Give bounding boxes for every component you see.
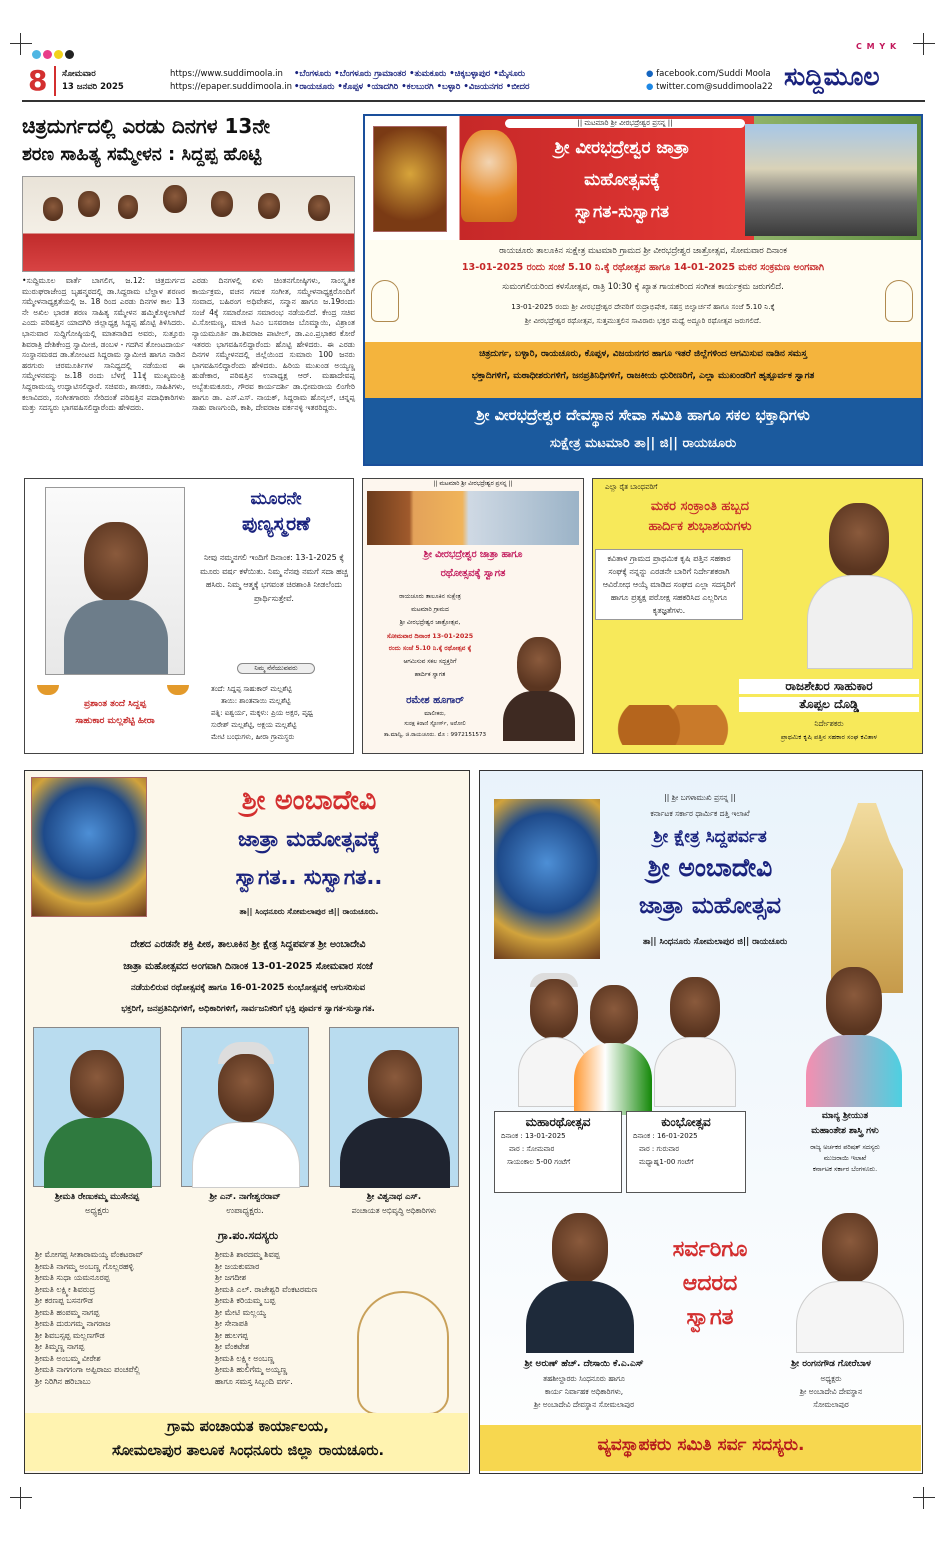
member-name: ಶ್ರೀಮತಿ ನಾಗಮ್ಮ ಅಂಬಣ್ಣ ಗೊಲ್ಲರಹಳ್ಳಿ	[35, 1261, 134, 1271]
official-1-role-1: ತಹಶೀಲ್ದಾರರು ಸಿಂಧನೂರು ಹಾಗೂ	[543, 1374, 625, 1383]
twitter-link[interactable]: ● twitter.com@suddimoola22	[646, 82, 773, 92]
member-name: ಶ್ರೀ ನಿರಿಗಿನ ಹರಿಬಾಬು	[35, 1376, 91, 1386]
person-photo	[33, 1027, 161, 1187]
person-role: ಉಪಾಧ್ಯಕ್ಷರು.	[226, 1206, 264, 1216]
facebook-link[interactable]: ● facebook.com/Suddi Moola	[646, 69, 771, 79]
members-left-list	[35, 1249, 211, 1387]
page-number: 8	[28, 64, 48, 97]
official-2-role-1: ಅಧ್ಯಕ್ಷರು	[820, 1374, 842, 1383]
member-name: ಶ್ರೀ ಮೇಟಿ ಮಲ್ಲಯ್ಯ	[215, 1307, 266, 1317]
ad-ramesh-hoogar	[362, 478, 584, 754]
sankranti-name-2: ತೊಪ್ಪಲ ದೊಡ್ಡಿ	[739, 697, 919, 712]
ad-sankranti	[592, 478, 923, 754]
small-ad-l4: ಸೋಮವಾರ ದಿನಾಂಕ 13-01-2025	[386, 632, 474, 640]
left-body-3: ನಡೆಯಲಿರುವ ರಥೋತ್ಸವಕ್ಕೆ ಹಾಗೂ 16-01-2025 ಕುಂಭೋತ್ಸವಕ್ಕೆ ಆಗುಸರಿಸುವ	[130, 983, 366, 993]
ad-footer-2: ಸುಕ್ಷೇತ್ರ ಮಟಮಾರಿ ತಾ|| ಜಿ|| ರಾಯಚೂರು	[549, 436, 737, 451]
small-ad-role: ಮಾಲೀಕರು,	[424, 711, 446, 717]
page-header	[22, 62, 925, 102]
official-1-role-2: ಕಾರ್ಯ ನಿರ್ವಾಹಕ ಅಧಿಕಾರಿಗಳು,	[544, 1387, 624, 1396]
temple-crowd-photo	[745, 124, 917, 236]
ad-ambadevi-grama-panchayat	[24, 770, 470, 1474]
member-name: ಶ್ರೀಮತಿ ಕರಿಯಮ್ಮ ಬಪ್ಪ	[215, 1296, 276, 1305]
ad-ambadevi-temple	[479, 770, 923, 1474]
sankranti-body: ಕವಿತಾಳ ಗ್ರಾಮದ ಪ್ರಾಥಮಿಕ ಕೃಷಿ ಪತ್ತಿನ ಸಹಕಾರ ಸಂಘಕ್ಕೆ ನನ್ನನ್ನು ಎರಡನೇ ಬಾರಿಗೆ ನಿರ್ದೇಶಕರಾಗಿ ಆವಿರೋಧ ಆಯ್ಕೆ ಮಾಡಿದ ಸಂಘದ ಎಲ್ಲಾ ಸದಸ್ಯರಿಗೆ ಹಾಗೂ ಪ್ರತ್ಯಕ್ಷ ಪರೋಕ್ಷ ಸಹಕರಿಸಿದ ಎಲ್ಲರಿಗೂ ಕೃತಜ್ಞತೆಗಳು.	[595, 549, 743, 620]
member-name: ಶ್ರೀಮತಿ ಶಾರದಮ್ಮ ಶಿವಪ್ಪ	[215, 1250, 280, 1259]
memorial-family-3: ಪತ್ನಿ: ಐಶ್ವರ್ಯ, ಮಕ್ಕಳು: ಪ್ರಿಯ ಅಕ್ಷರ, ಪೃಥ್ವ	[211, 709, 314, 717]
member-name: ಶ್ರೀಮತಿ ಹಂಪಮ್ಮ ನಾಗಪ್ಪ	[35, 1307, 100, 1317]
event-day: ವಾರ : ಸೋಮವಾರ	[509, 1145, 555, 1153]
official-photo	[520, 1203, 640, 1353]
welcome-line-1: ಸರ್ವರಿಗೂ	[672, 1237, 748, 1262]
registration-mark	[10, 1487, 32, 1509]
member-name: ಶ್ರೀ ಜಯಕುಮಾರ	[215, 1261, 260, 1271]
member-name: ಶ್ರೀ ತಿಮ್ಮಣ್ಣ ನಾಗಪ್ಪ	[35, 1342, 85, 1351]
small-ad-photo-strip	[367, 491, 579, 545]
ad-title-1: ಶ್ರೀ ವೀರಭದ್ರೇಶ್ವರ ಜಾತ್ರಾ	[554, 138, 690, 158]
sankranti-top: ಎಲ್ಲಾ ರೈತ ಬಾಂಧವರಿಗೆ	[605, 483, 658, 491]
event-date: ದಿನಾಂಕ : 16-01-2025	[633, 1132, 698, 1140]
memorial-family-1: ತಂದೆ: ಸಿದ್ದಪ್ಪ ಸಾಹುಕಾರ್ ಮಲ್ಲಶೆಟ್ಟಿ	[211, 685, 292, 693]
memorial-family-4: ಸುರೇಶ್ ಮಲ್ಲಶೆಟ್ಟಿ, ಅಕ್ಷಯ ಮಲ್ಲಶೆಟ್ಟಿ	[211, 721, 297, 729]
memorial-title-1: ಮೂರನೇ	[250, 489, 302, 509]
article-headline-line1: ಚಿತ್ರದುರ್ಗದಲ್ಲಿ ಎರಡು ದಿನಗಳ 13ನೇ	[22, 114, 271, 138]
color-dots	[32, 44, 76, 63]
small-ad-top: || ಮಟಮಾರಿ ಶ್ರೀ ವೀರಭದ್ರೇಶ್ವರ ಪ್ರಸನ್ನ ||	[433, 481, 513, 487]
twitter-icon: ●	[646, 82, 657, 92]
namaste-icon	[371, 280, 399, 322]
small-ad-l5: ರಂದು ಸಂಜೆ 5.10 ನಿ.ಕ್ಕೆ ರಥೋತ್ಸವ ಕ್ಕೆ	[388, 645, 472, 652]
left-body-1: ದೇಶದ ಎರಡನೇ ಶಕ್ತಿ ಪೀಠ, ತಾಲೂಕಿನ ಶ್ರೀ ಕ್ಷೇತ್ರ ಸಿದ್ದಪರ್ವತ ಶ್ರೀ ಅಂಬಾದೇವಿ	[130, 939, 366, 950]
guest-name-1: ಮಾನ್ಯ ಶ್ರೀಯುತ	[821, 1111, 869, 1121]
member-name: ಶ್ರೀ ಕರಣಪ್ಪ ಬಸನಗೌಡ	[35, 1296, 93, 1305]
ad-title-2: ಮಹೋತ್ಸವಕ್ಕೆ	[584, 170, 660, 190]
event-date: ದಿನಾಂಕ : 13-01-2025	[501, 1132, 566, 1140]
guest-role-1: ರಾಜ್ಯ ಅರ್ಚಕರ ಪರಿಷತ್ ಸದಸ್ಯರು	[810, 1143, 880, 1151]
cities-row-1: •ಬೆಂಗಳೂರು •ಬೆಂಗಳೂರು ಗ್ರಾಮಾಂತರ •ತುಮಕೂರು •ಚಿಕ್ಕಬಳ್ಳಾಪುರ •ಮೈಸೂರು	[294, 69, 526, 79]
person-photo	[329, 1027, 459, 1187]
ambadevi-idol-photo	[494, 799, 600, 959]
left-place: ತಾ|| ಸಿಂಧನೂರು ಸೋಮಲಾಪುರ ಜಿ|| ರಾಯಚೂರು.	[239, 907, 379, 916]
sankranti-title-1: ಮಕರ ಸಂಕ್ರಾಂತಿ ಹಬ್ಬದ	[650, 499, 750, 514]
ad-line-4: 13-01-2025 ರಂದು ಶ್ರೀ ವೀರಭದ್ರೇಶ್ವರ ದೇವರಿಗೆ ರುದ್ರಾಭಿಷೇಕ, ಸಹಸ್ರ ಬಿಲ್ವಾರ್ಚನೆ ಹಾಗೂ ಸಂಜೆ 5.10 ನಿ.ಕ್ಕೆ	[511, 302, 775, 311]
left-title-3: ಸ್ವಾಗತ.. ಸುಸ್ವಾಗತ..	[235, 865, 383, 889]
right-place: ತಾ|| ಸಿಂಧನೂರು ಸೋಮಲಾಪುರ ಜಿ|| ರಾಯಚೂರು	[642, 937, 788, 947]
event-time: ಸಾಯಂಕಾಲ 5-00 ಗಂಟೆಗೆ	[507, 1158, 571, 1166]
article-headline-line2: ಶರಣ ಸಾಹಿತ್ಯ ಸಮ್ಮೇಳನ : ಸಿದ್ದಪ್ಪ ಹೊಟ್ಟಿ	[22, 144, 262, 165]
ad-line-2: 13-01-2025 ರಂದು ಸಂಜೆ 5.10 ನಿ.ಕ್ಕೆ ರಥೋತ್ಸವ ಹಾಗೂ 14-01-2025 ಮಕರ ಸಂಕ್ರಮಣ ಅಂಗವಾಗಿ	[461, 262, 825, 273]
right-top: || ಶ್ರೀ ಬಗಳಾಮುಖಿ ಪ್ರಸನ್ನ ||	[664, 793, 736, 802]
ad-punyasmarane	[24, 478, 354, 754]
ad-invite-2: ಭಕ್ತಾದಿಗಳಿಗೆ, ಮಠಾಧೀಶರುಗಳಿಗೆ, ಜನಪ್ರತಿನಿಧಿಗಳಿಗೆ, ರಾಜಕೀಯ ಧುರೀಣರಿಗೆ, ಎಲ್ಲಾ ಮುಖಂಡರಿಗೆ ಹೃತ್ಪೂರ್ವಕ ಸ್ವಾಗತ	[471, 371, 815, 381]
member-name: ಹಾಗೂ ಸಮಸ್ತ ಸಿಬ್ಬಂದಿ ವರ್ಗ.	[215, 1376, 293, 1386]
news-article	[22, 112, 355, 468]
person-role: ಅಧ್ಯಕ್ಷರು	[84, 1206, 110, 1216]
small-ad-l2: ಮಟಮಾರಿ ಗ್ರಾಮದ	[411, 606, 449, 613]
left-footer-1: ಗ್ರಾಮ ಪಂಚಾಯತ ಕಾರ್ಯಾಲಯ,	[167, 1419, 329, 1435]
official-1-role-3: ಶ್ರೀ ಅಂಬಾದೇವಿ ದೇವಸ್ಥಾನ ಸೋಮಲಾಪುರ	[533, 1400, 635, 1409]
memorial-tag: ನಿಮ್ಮ ನೆನೆಯುವವರು	[237, 663, 315, 674]
small-ad-l7: ಹಾರ್ದಿಕ ಸ್ವಾಗತ	[414, 671, 446, 678]
members-title: ಗ್ರಾ.ಪಂ.ಸದಸ್ಯರು	[217, 1229, 279, 1242]
member-name: ಶ್ರೀ ಶಿವಬಸ್ಸಪ್ಪ ಮಲ್ಲಣಗೌಡ	[35, 1330, 105, 1340]
left-body-2: ಜಾತ್ರಾ ಮಹೋತ್ಸವದ ಅಂಗವಾಗಿ ದಿನಾಂಕ 13-01-2025 ಸೋಮವಾರ ಸಂಜೆ	[123, 961, 373, 972]
article-column-2: ಎರಡು ದಿನಗಳಲ್ಲಿ ಏಳು ಚಿಂತನಗೋಷ್ಠಿಗಳು, ಸಾಂಸ್ಕೃತಿಕ ಕಾರ್ಯಕ್ರಮ, ವಚನ ಗಮಕ ಸಂಗೀತ, ಸಮ್ಮೇಳನಾಧ್ಯಕ್ಷರೊಂದಿಗೆ ಸಂವಾದ, ಬಹಿರಂಗ ಅಧಿವೇಶನ, ಸನ್ಮಾನ ಹಾಗೂ ಜ.19ರಂದು ಸಂಜೆ 4ಕ್ಕೆ ಸಮಾರೋಪ ಸಮಾರಂಭ ನಡೆಯಲಿದೆ. ಕೇಂದ್ರ ಸಚಿವ ವಿ.ಸೋಮಣ್ಣ, ಮಾಜಿ ಸಿಎಂ ಬಸವರಾಜ ಬೊಮ್ಮಾಯಿ, ವಿಶ್ರಾಂತ ನ್ಯಾಯಮೂರ್ತಿ ಡಾ.ಶಿವರಾಜ ಪಾಟೀಲ್, ಡಾ.ಎಂ.ಪ್ರಭಾಕರ ಕೋರೆ ಇತರರು ಭಾಗವಹಿಸಲಿದ್ದಾರೆಂದು ಹೊಟ್ಟಿ ಹೇಳಿದರು. ಈ ಎರಡು ದಿನಗಳ ಸಮ್ಮೇಳನದಲ್ಲಿ ಜಿಲ್ಲೆಯಿಂದ ಸುಮಾರು 100 ಜನರು ಭಾಗವಹಿಸಲಿದ್ದಾರೆಂದು ಹೇಳಿದರು. ಹಿರಿಯ ಮುಖಂಡ ಅಯ್ಯಣ್ಣ ಹುಡೇಕಾರ, ಪರಿಷತ್ತಿನ ಉಪಾಧ್ಯಕ್ಷ ಆರ್. ಮಹಾದೇವಪ್ಪ ಅಬ್ಬೆತುಮಕೂರು, ಗೌರವ ಕಾರ್ಯದರ್ಶಿ ಡಾ.ಭೀಮರಾಯ ಲಿಂಗೇರಿ ಹಾಗೂ ಡಾ. ಎಸ್.ಎಸ್. ನಾಯಕ್, ಸಿದ್ದರಾಮ ಹೊನ್ಕಲ್, ಚನ್ನಪ್ಪ ಸಾಹು ಠಾಣಗುಂದಿ, ಕಾಶಿ, ದೇವರಾಜ ವರ್ಕನಳ್ಳಿ ಇತರರಿದ್ದರು.	[192, 276, 355, 413]
member-name: ಶ್ರೀಮತಿ ನಾಗಗಂಗಾ ಅಪ್ಪಿರಾಜು ಪಂಚಪೆಲ್ಲಿ	[35, 1365, 140, 1374]
member-name: ಶ್ರೀಮತಿ ಅಂಬಮ್ಮ ವೀರೇಶ	[35, 1353, 101, 1363]
cmyk-label: C M Y K	[856, 42, 898, 51]
small-ad-address: ತಾ.ಮಾನ್ವಿ, ಜಿ.ರಾಯಚೂರು. ಮೊ : 9972151573	[383, 732, 487, 738]
person-name: ಶ್ರೀಮತಿ ರೇಣುಕಮ್ಮ ಮುಸೇನಪ್ಪ	[55, 1192, 139, 1202]
event-title: ಕುಂಭೋತ್ಸವ	[661, 1115, 711, 1129]
registration-mark	[913, 33, 935, 55]
sankranti-name-1: ರಾಜಶೇಖರ ಸಾಹುಕಾರ	[739, 679, 919, 694]
guest-role-3: ಕರ್ನಾಟಕ ಸರ್ಕಾರ ಬೆಂಗಳೂರು.	[812, 1165, 878, 1173]
header-date: 13 ಜನವರಿ 2025	[62, 82, 124, 92]
memorial-title-2: ಪುಣ್ಯಸ್ಮರಣೆ	[241, 513, 311, 535]
member-name: ಶ್ರೀಮತಿ ಸುಧಾ ಯಮನೂರಪ್ಪ	[35, 1273, 110, 1282]
facebook-icon: ●	[646, 69, 657, 79]
person-name: ಶ್ರೀ ಎನ್. ನಾಗೇಶ್ವರರಾವ್	[209, 1192, 281, 1202]
member-name: ಶ್ರೀ ಜಗದೀಶ	[215, 1273, 247, 1282]
memorial-name-1: ಪ್ರಶಾಂತ ತಂದೆ ಸಿದ್ದಪ್ಪ	[83, 699, 147, 709]
sankranti-title-2: ಹಾರ್ದಿಕ ಶುಭಾಶಯಗಳು	[648, 519, 752, 534]
lamp-icon	[167, 685, 189, 695]
memorial-family-5: ಮೇಟಿ ಬಂಧುಗಳು, ಹೀರಾ ಗ್ರಾಮಸ್ಥರು	[211, 733, 295, 741]
ad-invite-1: ಚಿತ್ರದುರ್ಗ, ಬಳ್ಳಾರಿ, ರಾಯಚೂರು, ಕೊಪ್ಪಳ, ವಿಜಯನಗರ ಹಾಗೂ ಇತರೆ ಜಿಲ್ಲೆಗಳಿಂದ ಆಗಮಿಸುವ ನಾಡಿನ ಸಮಸ್ತ	[479, 349, 807, 359]
official-2-role-3: ಸೋಮಲಾಪುರ	[813, 1400, 849, 1409]
welcome-line-3: ಸ್ವಾಗತ	[686, 1305, 734, 1330]
dignitary-photo	[650, 967, 740, 1107]
right-title-2: ಶ್ರೀ ಅಂಬಾದೇವಿ	[647, 853, 773, 882]
memorial-family-2: ತಾಯಿ: ಶಾಂತವಾಯಿ ಮಲ್ಲಶೆಟ್ಟಿ	[221, 697, 291, 705]
sankranti-org: ಪ್ರಾಥಮಿಕ ಕೃಷಿ ಪತ್ತಿನ ಸಹಕಾರ ಸಂಘ ಕವಿತಾಳ	[780, 733, 878, 741]
member-name: ಶ್ರೀಮತಿ ದುರುಗಮ್ಮ ನಾಗರಾಜ	[35, 1319, 111, 1328]
member-name: ಶ್ರೀ ಸೇನಾಪತಿ	[215, 1319, 249, 1328]
small-ad-l6: ಆಗಮಿಸುವ ಸಕಲ ಸದ್ಭಕ್ತರಿಗೆ	[403, 658, 457, 665]
memorial-text: ನೀವು ನಮ್ಮನಗಲಿ ಇಂದಿಗೆ ದಿನಾಂಕ: 13-1-2025 ಕ್ಕೆ ಮೂರು ವರ್ಷ ಕಳೆಯಿತು. ನಿಮ್ಮ ನೆನಪು ನಮಗೆ ಸದಾ ಹಚ್ಚ ಹಸಿರು. ನಿಮ್ಮ ಆತ್ಮಕ್ಕೆ ಭಗವಂತ ಚಿರಶಾಂತಿ ನೀಡಲೆಂದು ಪ್ರಾರ್ಥಿಸುತ್ತೇವೆ.	[200, 553, 348, 603]
small-ad-person-photo	[499, 629, 579, 741]
memorial-photo	[45, 487, 185, 675]
ad-line-3: ಸುಮಂಗಲಿಯರಿಂದ ಕಳಸೋತ್ಸವ, ರಾತ್ರಿ 10:30 ಕ್ಕೆ ಖ್ಯಾತ ಗಾಯಕರಿಂದ ಸಂಗೀತ ಕಾರ್ಯಕ್ರಮ ಜರುಗಲಿದೆ.	[502, 281, 784, 291]
right-govt: ಕರ್ನಾಟಕ ಸರ್ಕಾರ ಧಾರ್ಮಿಕ ದತ್ತಿ ಇಲಾಖೆ	[650, 809, 750, 818]
event-time: ಮಧ್ಯಾಹ್ನ1-00 ಗಂಟೆಗೆ	[639, 1158, 694, 1166]
lamp-icon	[37, 685, 59, 695]
official-1-name: ಶ್ರೀ ಅರುಣ್ ಹೆಚ್. ದೇಸಾಯಿ ಕೆ.ಎ.ಎಸ್	[524, 1359, 644, 1369]
sankranti-role: ನಿರ್ದೇಶಕರು	[814, 719, 844, 728]
event-title: ಮಹಾರಥೋತ್ಸವ	[525, 1115, 591, 1129]
cities-row-2: •ರಾಯಚೂರು •ಕೊಪ್ಪಳ •ಯಾದಗಿರಿ •ಕಲಬುರಗಿ •ಬಳ್ಳಾರಿ •ವಿಜಯನಗರ •ಬೀದರ	[294, 82, 530, 92]
small-ad-shop: ಸುರಕ್ಷ ಕಿರಾಣಿ ಸ್ಟೋರ್ಸ್, ಅರೋಲಿ	[404, 721, 466, 727]
member-name: ಶ್ರೀಮತಿ ಲಕ್ಷ್ಮೀ ಅಂಬಣ್ಣ	[215, 1353, 275, 1363]
official-2-role-2: ಶ್ರೀ ಅಂಬಾದೇವಿ ದೇವಸ್ಥಾನ	[799, 1387, 863, 1396]
dignitary-photo	[570, 975, 656, 1115]
ad-title-3: ಸ್ವಾಗತ-ಸುಸ್ವಾಗತ	[574, 202, 670, 222]
sankranti-person-photo	[801, 489, 919, 669]
event-kumbhotsava	[626, 1111, 746, 1193]
registration-mark	[913, 1487, 935, 1509]
member-name: ಶ್ರೀಮತಿ ಲಕ್ಷ್ಮೀ ಶಿವರುದ್ರ	[35, 1284, 96, 1294]
official-2-name: ಶ್ರೀ ರಂಗನಗೌಡ ಗೋರೆಬಾಳ	[791, 1359, 871, 1369]
left-title-1: ಶ್ರೀ ಅಂಬಾದೇವಿ	[241, 785, 377, 816]
ambadevi-idol-photo	[31, 777, 147, 917]
small-ad-l1: ರಾಯಚೂರು ತಾಲೂಕಿನ ಸುಕ್ಷೇತ್ರ	[399, 593, 461, 600]
masthead-logo: ಸುದ್ದಿಮೂಲ	[784, 62, 880, 91]
right-title-1: ಶ್ರೀ ಕ್ಷೇತ್ರ ಸಿದ್ದಪರ್ವತ	[653, 827, 767, 847]
article-column-1: •ಸುದ್ದಿಮೂಲ ವಾರ್ತೆ ಬಾಗಲಿಗ, ಜ.12: ಚಿತ್ರದುರ್ಗದ ಮುರುಘರಾಜೇಂದ್ರ ಬೃಹನ್ಮಠದಲ್ಲಿ ಡಾ.ಸಿದ್ದರಾಮ ಬೆಲ್ದಾಳ ಶರಣರ ಸಮ್ಮೇಳನಾಧ್ಯಕ್ಷತೆಯಲ್ಲಿ ಜ. 18 ರಿಂದ ಎರಡು ದಿನಗಳ ಕಾಲ 13 ನೇ ಅಖಿಲ ಭಾರತ ಶರಣ ಸಾಹಿತ್ಯ ಸಮ್ಮೇಳನ ಹಮ್ಮಿಕೊಳ್ಳಲಾಗಿದೆ ಎಂದು ಪರಿಷತ್ತಿನ ಯಾದಗಿರಿ ಜಿಲ್ಲಾಧ್ಯಕ್ಷ ಸಿದ್ದಪ್ಪ ಹೊಟ್ಟಿ ತಿಳಿಸಿದರು. ಭಾನುವಾರ ಸುದ್ದಿಗೋಷ್ಠಿಯಲ್ಲಿ ಮಾತನಾಡಿದ ಅವರು, ಸುತ್ತೂರು ಶಿವರಾತ್ರಿ ದೇಶಿಕೇಂದ್ರ ಸ್ವಾಮೀಜಿ, ಡಂಬಳ - ಗದಗಿನ ತೋಂಟದಾರ್ಯ ಸಂಸ್ಥಾನಮಠದ ಡಾ.ತೋಂಟದ ಸಿದ್ದರಾಮ ಸ್ವಾಮೀಜಿ ಹಾಗೂ ನಾಡಿನ ಹರಗುರು ಚರಮೂರ್ತಿಗಳ ಸಾನಿಧ್ಯದಲ್ಲಿ ನಡೆಯುವ ಈ ಸಮ್ಮೇಳನವನ್ನು ಜ.18 ರಂದು ಬೆಳಗ್ಗೆ 11ಕ್ಕೆ ಮುಖ್ಯಮಂತ್ರಿ ಸಿದ್ದರಾಮಯ್ಯ ಉದ್ಘಾಟಿಸಲಿದ್ದಾರೆ. ಸಚಿವರು, ಶಾಸಕರು, ಸಾಹಿತಿಗಳು, ಕಲಾವಿದರು, ಸಂಗೀತಗಾರರು ಸೇರಿದಂತೆ ಪರಿಷತ್ತಿನ ಪದಾಧಿಕಾರಿಗಳು ಮತ್ತು ಸದಸ್ಯರು ಭಾಗವಹಿಸಲಿದ್ದಾರೆಂದು ಹೇಳಿದರು.	[22, 276, 185, 413]
guest-name-2: ಮಹಾಂತೇಶ ಶಾಸ್ತ್ರಿ ಗಳು	[811, 1126, 879, 1136]
left-footer-2: ಸೋಮಲಾಪುರ ತಾಲೂಕ ಸಿಂಧನೂರು ಜಿಲ್ಲಾ ರಾಯಚೂರು.	[112, 1443, 384, 1459]
pots-decoration	[613, 705, 733, 745]
namaste-icon	[357, 1291, 449, 1415]
small-ad-title-2: ರಥೋತ್ಸವಕ್ಕೆ ಸ್ವಾಗತ	[440, 568, 506, 579]
ad-line-1: ರಾಯಚೂರು ತಾಲೂಕಿನ ಸುಕ್ಷೇತ್ರ ಮಟಮಾರಿ ಗ್ರಾಮದ ಶ್ರೀ ವೀರಭದ್ರೇಶ್ವರ ಜಾತ್ರೋತ್ಸವ, ಸೋಮವಾರ ದಿನಾಂಕ	[499, 245, 787, 255]
member-name: ಶ್ರೀ ವೆಂಕಟೇಶ	[215, 1342, 250, 1351]
header-day: ಸೋಮವಾರ	[62, 69, 96, 79]
welcome-line-2: ಆದರದ	[682, 1271, 738, 1296]
small-ad-name: ರಮೇಶ ಹೂಗಾರ್	[406, 695, 464, 706]
registration-mark	[10, 33, 32, 55]
person-photo	[181, 1027, 309, 1187]
member-name: ಶ್ರೀಮತಿ ಎಲ್. ರಾಜೇಶ್ವರಿ ವೆಂಕಟರಮಣ	[215, 1284, 318, 1294]
right-footer: ವ್ಯವಸ್ಥಾಪಕರು ಸಮಿತಿ ಸರ್ವ ಸದಸ್ಯರು.	[597, 1435, 805, 1455]
website-link[interactable]: https://www.suddimoola.in	[170, 69, 283, 79]
right-title-3: ಜಾತ್ರಾ ಮಹೋತ್ಸವ	[638, 893, 782, 919]
official-photo	[790, 1203, 910, 1353]
deity-photo	[373, 126, 447, 232]
dignitary-photo	[802, 957, 906, 1107]
namaste-icon	[885, 280, 913, 322]
left-body-4: ಭಕ್ತರಿಗೆ, ಜನಪ್ರತಿನಿಧಿಗಳಿಗೆ, ಅಧಿಕಾರಿಗಳಿಗೆ, ಸಾರ್ವಜನಿಕರಿಗೆ ಭಕ್ತಿ ಪೂರ್ವಕ ಸ್ವಾಗತ-ಸುಸ್ವಾಗತ.	[121, 1004, 375, 1014]
member-name: ಶ್ರೀ ಮೋಗಪ್ಪ ಸೀತಾರಾಮಯ್ಯ ವೆಂಕಟರಾವ್	[35, 1250, 144, 1259]
small-ad-title-1: ಶ್ರೀ ವೀರಭದ್ರೇಶ್ವರ ಜಾತ್ರಾ ಹಾಗೂ	[423, 549, 523, 560]
member-name: ಶ್ರೀ ಹುಲಗಪ್ಪ	[215, 1330, 248, 1340]
ad-line-5: ಶ್ರೀ ವೀರಭದ್ರೇಶ್ವರ ರಥೋತ್ಸವ, ಸುತ್ತಮುತ್ತಲಿನ ಸಾವಿರಾರು ಭಕ್ತರ ಮಧ್ಯೆ ಅದ್ದೂರಿ ರಥೋತ್ಸವ ಜರುಗಲಿದೆ.	[524, 316, 762, 325]
swamiji-photo	[461, 130, 517, 222]
person-name: ಶ್ರೀ ವಿಶ್ವನಾಥ ಎಸ್.	[366, 1192, 422, 1202]
ad-footer-1: ಶ್ರೀ ವೀರಭದ್ರೇಶ್ವರ ದೇವಸ್ಥಾನ ಸೇವಾ ಸಮಿತಿ ಹಾಗೂ ಸಕಲ ಭಕ್ತಾಧಿಗಳು	[476, 406, 810, 424]
ad-top-line: || ಮಟಮಾರಿ ಶ್ರೀ ವೀರಭದ್ರೇಶ್ವರ ಪ್ರಸನ್ನ ||	[505, 119, 745, 128]
memorial-name-2: ಸಾಹುಕಾರ ಮಲ್ಲಶೆಟ್ಟಿ ಹೀರಾ	[75, 716, 155, 726]
small-ad-l3: ಶ್ರೀ ವೀರಭದ್ರೇಶ್ವರ ಜಾತ್ರೋತ್ಸವ,	[399, 619, 461, 626]
ad-veerabhadreshwara-jatre	[363, 114, 923, 466]
member-name: ಶ್ರೀಮತಿ ಹುಲಿಗೆಮ್ಮ ಅಯ್ಯಣ್ಣ	[215, 1365, 288, 1374]
event-maharathotsava	[494, 1111, 622, 1193]
left-title-2: ಜಾತ್ರಾ ಮಹೋತ್ಸವಕ್ಕೆ	[237, 827, 381, 851]
event-day: ವಾರ : ಗುರುವಾರ	[639, 1145, 680, 1153]
guest-role-2: ಮುಜರಾಯಿ ಇಲಾಖೆ	[823, 1154, 867, 1162]
epaper-link[interactable]: https://epaper.suddimoola.in	[170, 82, 293, 92]
person-role: ಪಂಚಾಯತ ಅಭಿವೃದ್ಧಿ ಅಧಿಕಾರಿಗಳು	[351, 1206, 437, 1215]
article-photo	[22, 176, 355, 272]
